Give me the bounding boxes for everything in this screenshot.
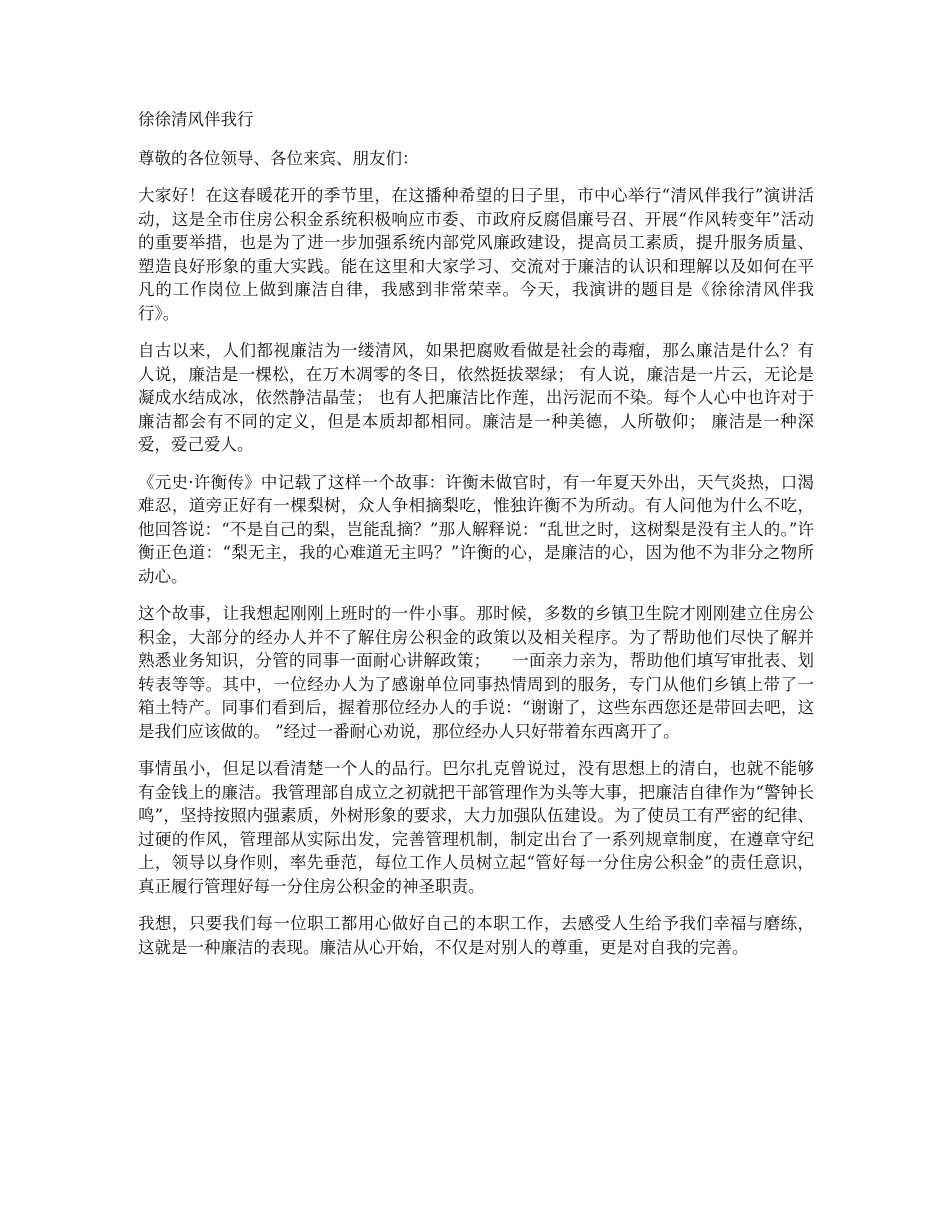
paragraph-2: 自古以来，人们都视廉洁为一缕清风，如果把腐败看做是社会的毒瘤，那么廉洁是什么？有人说，廉洁是一棵松，在万木凋零的冬日，依然挺拔翠绿； 有人说，廉洁是一片云，无论是凝成水结成冰，依然静洁晶莹； 也有人把廉洁比作莲，出污泥而不染。每个人心中也许对于廉洁都会有不同的定义，但是本质却都相同。廉洁是一种美德，人所敬仰； 廉洁是一种深爱，爱己爱人。: [138, 341, 814, 454]
paragraph-5: 事情虽小，但足以看清楚一个人的品行。巴尔扎克曾说过，没有思想上的清白，也就不能够有金钱上的廉洁。我管理部自成立之初就把干部管理作为头等大事，把廉洁自律作为“警钟长鸣”，坚持按照内强素质，外树形象的要求，大力加强队伍建设。为了使员工有严密的纪律、过硬的作风，管理部从实际出发，完善管理机制，制定出台了一系列规章制度，在遵章守纪上，领导以身作则，率先垂范，每位工作人员树立起“管好每一分住房公积金”的责任意识，真正履行管理好每一分住房公积金的神圣职责。: [138, 759, 814, 896]
document-page: [138, 108, 814, 973]
paragraph-3: 《元史·许衡传》中记载了这样一个故事：许衡未做官时，有一年夏天外出，天气炎热，口渴难忍，道旁正好有一棵梨树，众人争相摘梨吃，惟独许衡不为所动。有人问他为什么不吃，他回答说：“不是自己的梨，岂能乱摘？”那人解释说：“乱世之时，这树梨是没有主人的。”许衡正色道：“梨无主，我的心难道无主吗？”许衡的心，是廉洁的心，因为他不为非分之物所动心。: [138, 472, 814, 586]
document-title: 徐徐清风伴我行: [138, 110, 254, 129]
paragraph-6: 我想，只要我们每一位职工都用心做好自己的本职工作，去感受人生给予我们幸福与磨练，这就是一种廉洁的表现。廉洁从心开始，不仅是对别人的尊重，更是对自我的完善。: [138, 914, 814, 957]
paragraph-4: 这个故事，让我想起刚刚上班时的一件小事。那时候，多数的乡镇卫生院才刚刚建立住房公积金，大部分的经办人并不了解住房公积金的政策以及相关程序。为了帮助他们尽快了解并熟悉业务知识，分管的同事一面耐心讲解政策； 一面亲力亲为，帮助他们填写审批表、划转表等等。其中，一位经办人为了感谢单位同事热情周到的服务，专门从他们乡镇上带了一箱土特产。同事们看到后，握着那位经办人的手说：“谢谢了，这些东西您还是带回去吧，这是我们应该做的。 ”经过一番耐心劝说，那位经办人只好带着东西离开了。: [138, 604, 814, 741]
paragraph-1: 大家好！在这春暖花开的季节里，在这播种希望的日子里，市中心举行“清风伴我行”演讲活动，这是全市住房公积金系统积极响应市委、市政府反腐倡廉号召、开展“作风转变年”活动的重要举措，也是为了进一步加强系统内部党风廉政建设，提高员工素质，提升服务质量、塑造良好形象的重大实践。能在这里和大家学习、交流对于廉洁的认识和理解以及如何在平凡的工作岗位上做到廉洁自律，我感到非常荣幸。今天，我演讲的题目是《徐徐清风伴我行》。: [138, 186, 814, 323]
paragraph-salutation: 尊敬的各位领导、各位来宾、朋友们：: [138, 148, 419, 168]
